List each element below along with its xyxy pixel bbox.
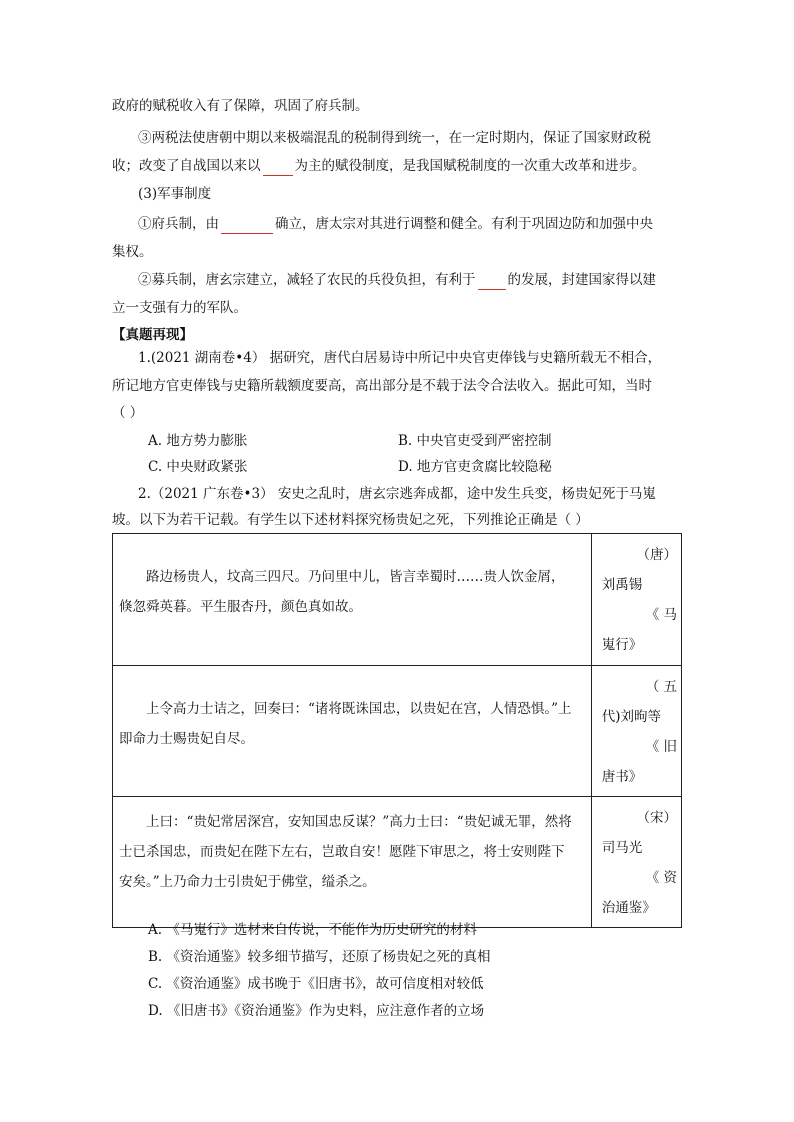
fill-blank[interactable] xyxy=(263,160,293,176)
citation-line: （宋） xyxy=(636,810,677,826)
question-1-option-a[interactable]: A. 地方势力膨胀 xyxy=(148,433,248,449)
paragraph-mubing-line2: 立一支强有力的军队。 xyxy=(112,300,247,316)
citation-line: 唐书》 xyxy=(601,769,643,785)
citation-line: 嵬行》 xyxy=(601,637,643,653)
question-1-option-c[interactable]: C. 中央财政紧张 xyxy=(148,459,248,475)
question-1-option-d[interactable]: D. 地方官吏贪腐比较隐秘 xyxy=(398,459,552,475)
source-text: 上令高力士诘之，回奏曰：“诸将既诛国忠，以贵妃在宫，人情恐惧。”上即命力士赐贵妃自尽。 xyxy=(119,701,572,747)
question-1-line2: 所记地方官吏俸钱与史籍所载额度要高，高出部分是不载于法令合法收入。据此可知，当时 xyxy=(112,378,652,394)
citation-line: （ 五 xyxy=(645,679,677,695)
source-citation-cell xyxy=(591,797,681,928)
question-1-line3: （ ） xyxy=(112,405,144,421)
source-text-cell xyxy=(113,666,592,797)
text-segment: ①府兵制，由 xyxy=(138,216,219,232)
paragraph-fubing-line1 xyxy=(138,214,653,234)
citation-line: 《 资 xyxy=(645,870,677,886)
question-1-option-b[interactable]: B. 中央官吏受到严密控制 xyxy=(398,433,552,449)
text-segment: 为主的赋役制度，是我国赋税制度的一次重大改革和进步。 xyxy=(294,158,646,174)
source-row xyxy=(113,534,682,666)
paragraph-two-tax-line2 xyxy=(112,156,646,176)
paragraph-mubing-line1 xyxy=(138,270,656,290)
citation-line: 刘禹锡 xyxy=(601,577,643,593)
question-2-option-a[interactable]: A. 《马嵬行》选材来自传说，不能作为历史研究的材料 xyxy=(148,922,477,938)
paragraph-fubing-line2: 集权。 xyxy=(112,244,153,260)
source-text-cell xyxy=(113,534,592,666)
text-segment: 的发展，封建国家得以建 xyxy=(507,272,656,288)
heading-military-system: (3)军事制度 xyxy=(138,186,212,202)
question-2-option-b[interactable]: B. 《资治通鉴》较多细节描写，还原了杨贵妃之死的真相 xyxy=(148,949,491,965)
section-title: 【真题再现】 xyxy=(112,327,193,343)
question-1-line1: 1.(2021 湖南卷•4） 据研究，唐代白居易诗中所记中央官吏俸钱与史籍所载无不相合， xyxy=(138,350,662,366)
text-segment: 确立，唐太宗对其进行调整和健全。有利于巩固边防和加强中央 xyxy=(275,216,653,232)
citation-line: 司马光 xyxy=(601,840,643,856)
question-2-line1: 2.（2021 广东卷•3） 安史之乱时，唐玄宗逃奔成都，途中发生兵变，杨贵妃死于马嵬 xyxy=(138,486,656,502)
question-2-line2: 坡。以下为若干记载。有学生以下述材料探究杨贵妃之死，下列推论正确是（ ） xyxy=(112,512,589,528)
fill-blank[interactable] xyxy=(221,218,273,234)
text-segment: 收；改变了自战国以来以 xyxy=(112,158,261,174)
citation-line: 代)刘昫等 xyxy=(601,709,661,725)
citation-line: （唐） xyxy=(636,547,677,563)
source-citation-cell xyxy=(591,534,681,666)
citation-line: 《 旧 xyxy=(645,739,677,755)
text-segment: ②募兵制，唐玄宗建立，减轻了农民的兵役负担，有利于 xyxy=(138,272,476,288)
source-text: 上曰：“贵妃常居深宫，安知国忠反谋？”高力士曰：“贵妃诚无罪，然将士已杀国忠，而贵妃在陛下左右，岂敢自安！愿陛下审思之，将士安则陛下安矣。”上乃命力士引贵妃于佛堂，缢杀之。 xyxy=(119,814,572,890)
fill-blank[interactable] xyxy=(478,274,506,290)
citation-line: 《 马 xyxy=(645,607,677,623)
paragraph-tax-guarantee: 政府的赋税收入有了保障，巩固了府兵制。 xyxy=(112,98,369,114)
source-row xyxy=(113,797,682,928)
source-text: 路边杨贵人，坟高三四尺。乃问里中儿，皆言幸蜀时……贵人饮金屑，倏忽舜英暮。平生服杏丹，颜色真如故。 xyxy=(119,569,565,615)
question-2-option-d[interactable]: D. 《旧唐书》《资治通鉴》作为史料，应注意作者的立场 xyxy=(148,1003,485,1019)
paragraph-two-tax-line1: ③两税法使唐朝中期以来极端混乱的税制得到统一，在一定时期内，保证了国家财政税 xyxy=(138,130,651,146)
source-citation-cell xyxy=(591,666,681,797)
source-table xyxy=(112,533,682,928)
question-2-option-c[interactable]: C. 《资治通鉴》成书晚于《旧唐书》，故可信度相对较低 xyxy=(148,976,484,992)
source-row xyxy=(113,666,682,797)
source-text-cell xyxy=(113,797,592,928)
citation-line: 治通鉴》 xyxy=(601,900,656,916)
